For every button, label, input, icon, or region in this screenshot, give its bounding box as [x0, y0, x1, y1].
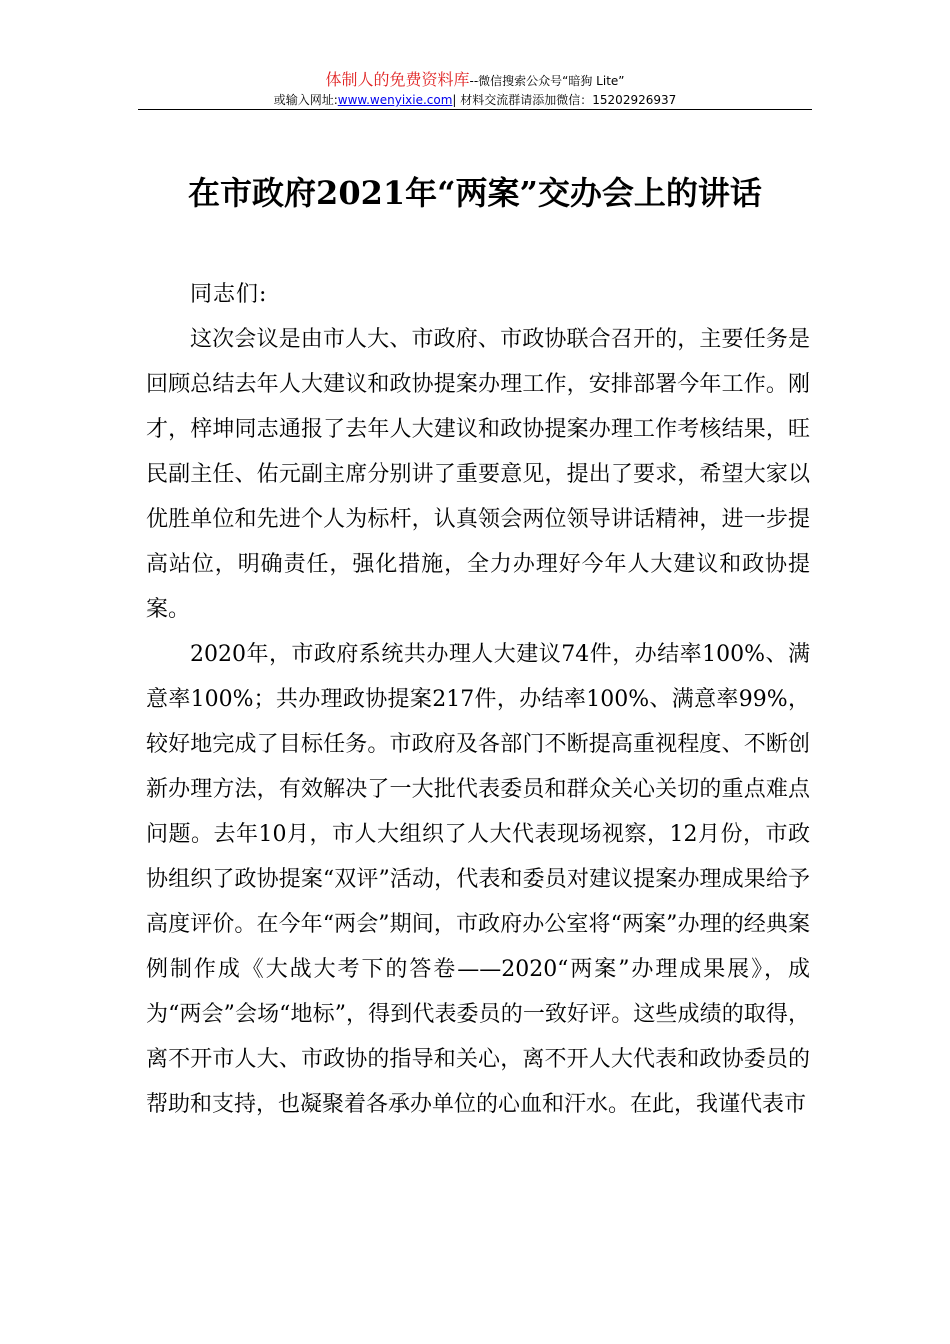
- header-divider: [138, 109, 812, 110]
- header-contact-line: [138, 92, 812, 109]
- document-title: 在市政府2021年“两案”交办会上的讲话: [188, 174, 762, 213]
- brand-name: 体制人的免费资料库: [325, 70, 470, 89]
- body-paragraph: 2020年，市政府系统共办理人大建议74件，办结率100%、满意率100%；共办理政协提案217件，办结率100%、满意率99%，较好地完成了目标任务。市政府及各部门不断提高重视程度、不断创新办理方法，有效解决了一大批代表委员和群众关心关切的重点难点问题。去年10月，市人大组织了人大代表现场视察，12月份，市政协组织了政协提案“双评”活动，代表和委员对建议提案办理成果给予高度评价。在今年“两会”期间，市政府办公室将“两案”办理的经典案例制作成《大战大考下的答卷——2020“两案”办理成果展》，成为“两会”会场“地标”，得到代表委员的一致好评。这些成绩的取得，离不开市人大、市政协的指导和关心，离不开人大代表和政协委员的帮助和支持，也凝聚着各承办单位的心血和汗水。在此，我谨代表市: [146, 642, 810, 1117]
- header-promo-line: [138, 70, 812, 91]
- body-paragraph: 这次会议是由市人大、市政府、市政协联合召开的，主要任务是回顾总结去年人大建议和政协提案办理工作，安排部署今年工作。刚才，梓坤同志通报了去年人大建议和政协提案办理工作考核结果，旺民副主任、佑元副主席分别讲了重要意见，提出了要求，希望大家以优胜单位和先进个人为标杆，认真领会两位领导讲话精神，进一步提高站位，明确责任，强化措施，全力办理好今年人大建议和政协提案。: [146, 327, 810, 622]
- watermark-header: [138, 70, 812, 109]
- header-tagline: --微信搜索公众号“暗狗 Lite”: [469, 74, 625, 88]
- contact-text: | 材料交流群请添加微信：15202926937: [452, 93, 677, 107]
- url-prefix: 或输入网址:: [273, 93, 338, 107]
- website-link[interactable]: www.wenyixie.com: [337, 93, 453, 107]
- salutation: 同志们:: [190, 282, 268, 307]
- document-body: [146, 272, 810, 1127]
